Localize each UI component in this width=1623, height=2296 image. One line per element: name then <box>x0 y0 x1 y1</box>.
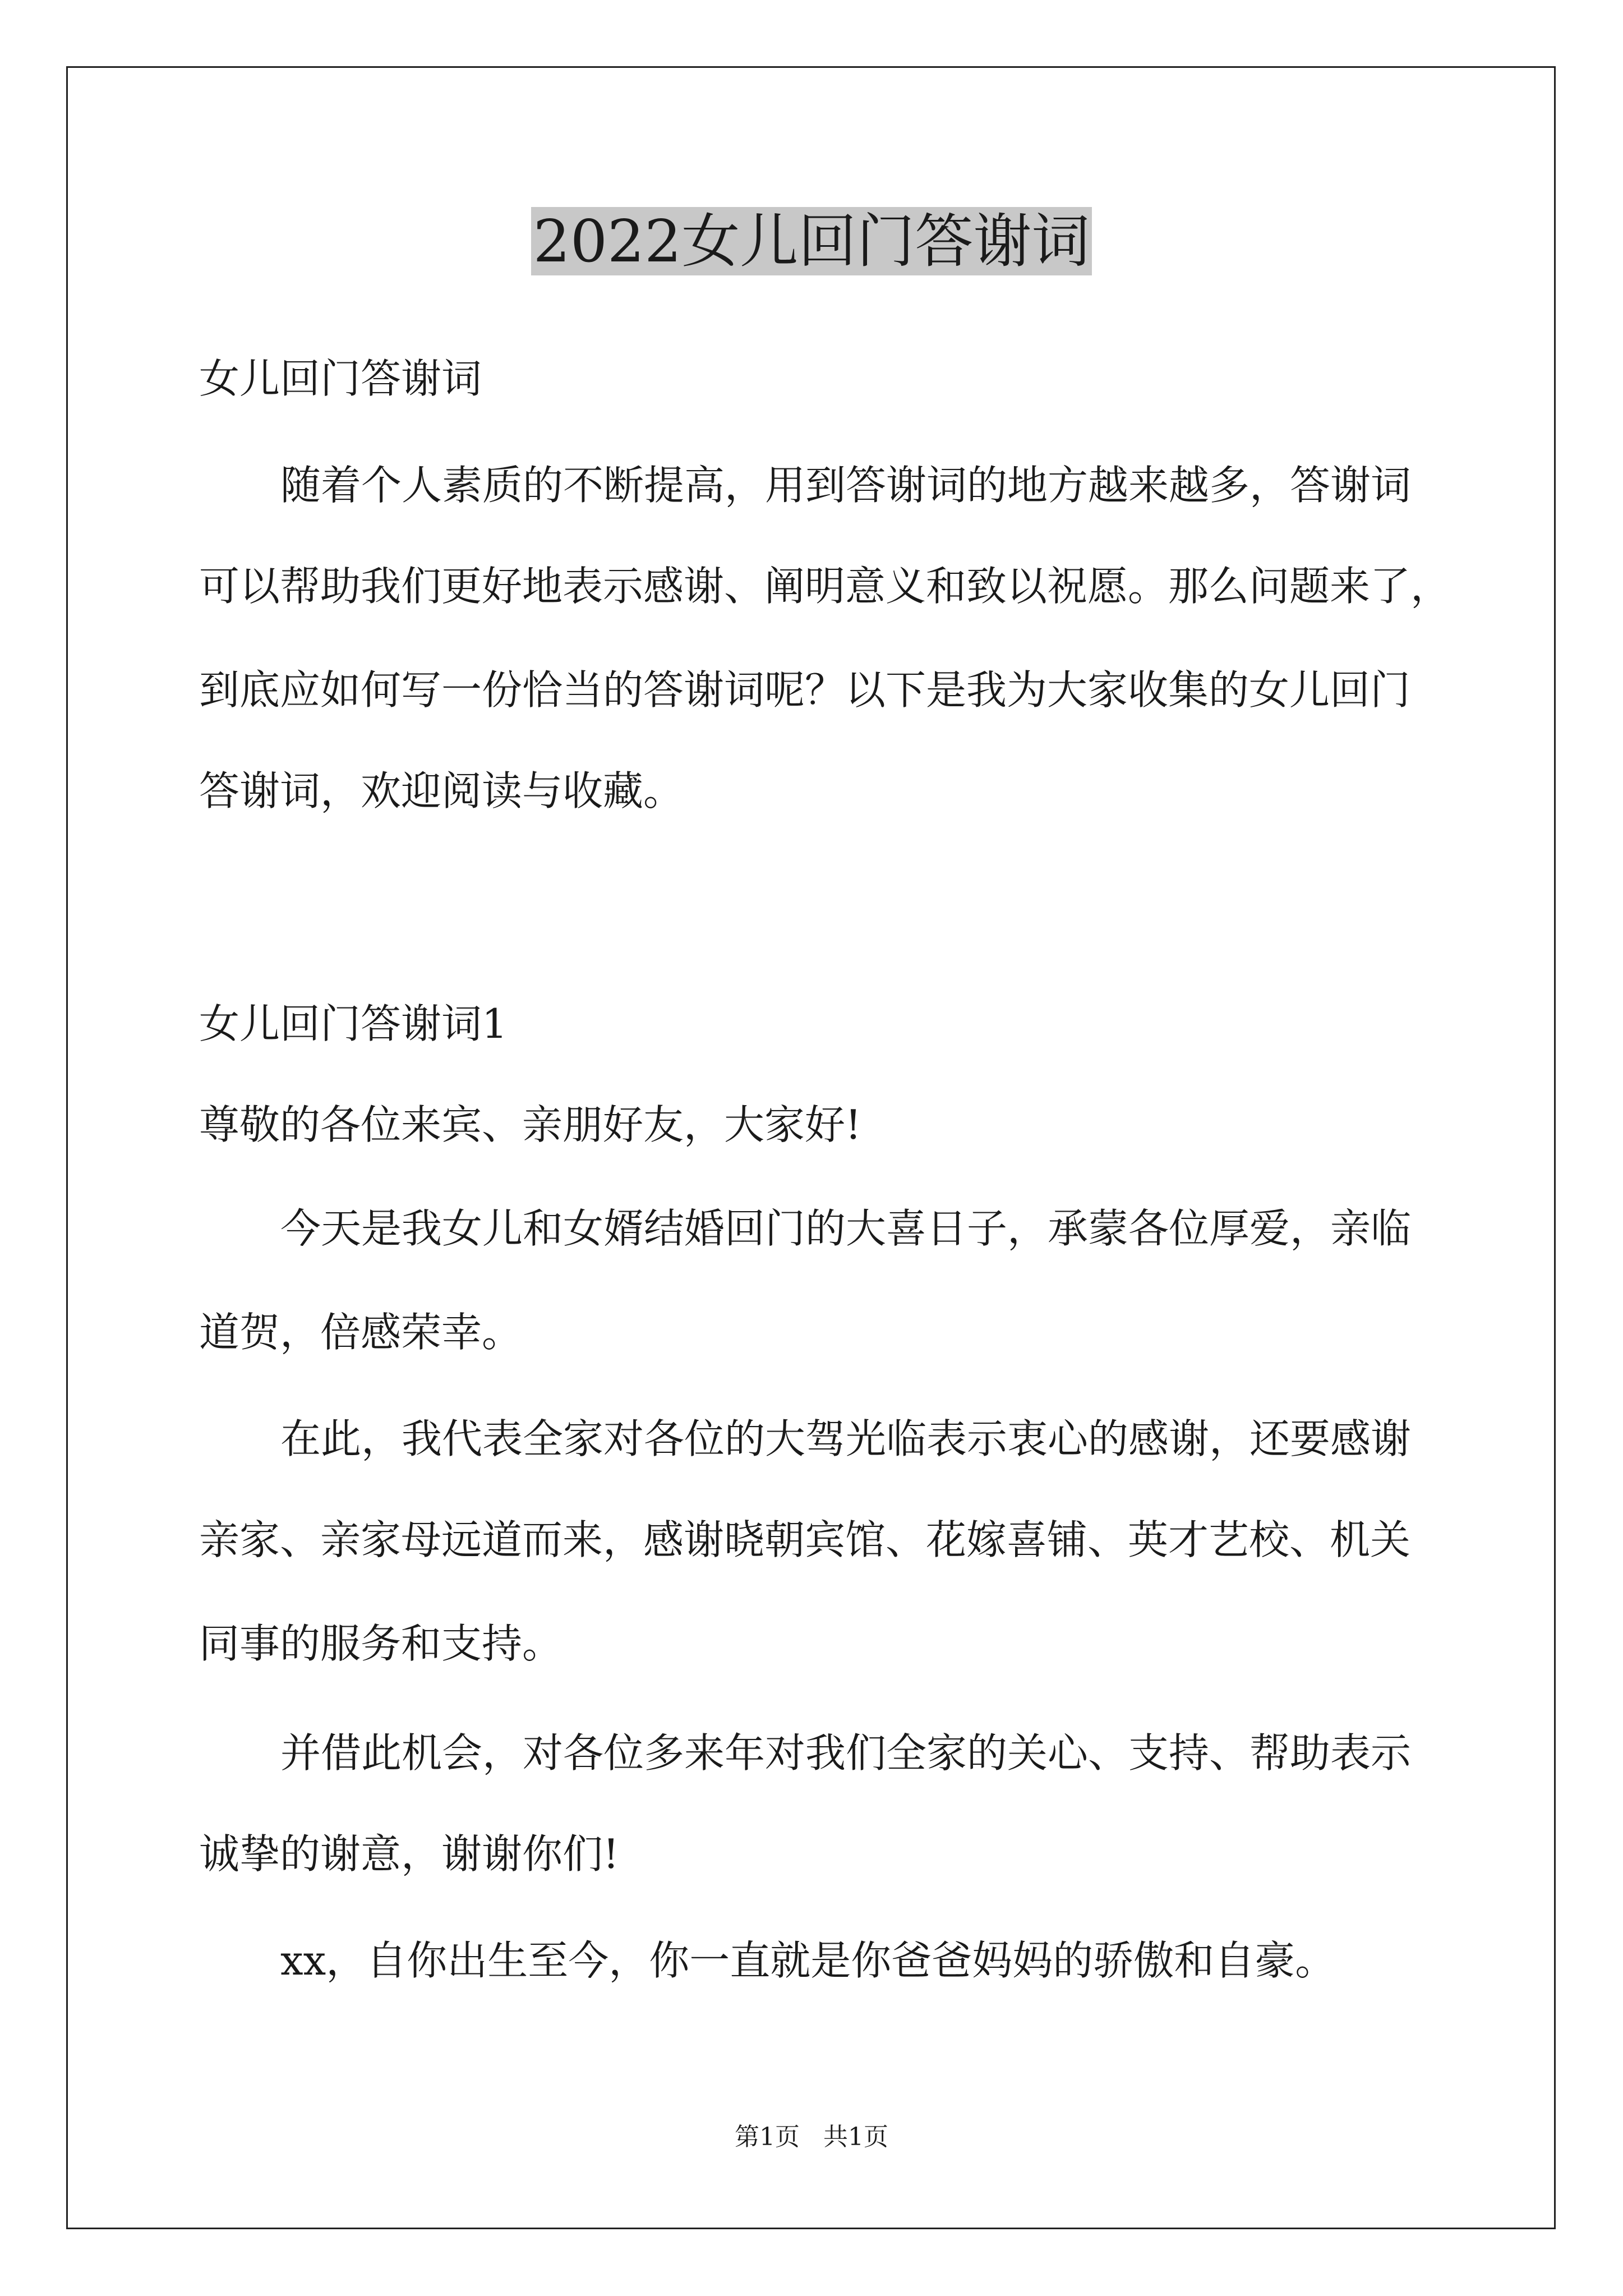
paragraph-line: 可以帮助我们更好地表示感谢、阐明意义和致以祝愿。那么问题来了， <box>199 563 1451 610</box>
paragraph-line: 到底应如何写一份恰当的答谢词呢？以下是我为大家收集的女儿回门 <box>199 666 1411 714</box>
document-title <box>0 202 1623 280</box>
page-footer <box>0 2120 1623 2154</box>
section-heading: 女儿回门答谢词1 <box>199 1000 508 1047</box>
paragraph-line: 在此，我代表全家对各位的大驾光临表示衷心的感谢，还要感谢 <box>280 1415 1412 1462</box>
paragraph-line: 同事的服务和支持。 <box>199 1620 563 1667</box>
page-number: 第1页 共1页 <box>735 2123 888 2151</box>
paragraph-line: 诚挚的谢意，谢谢你们! <box>199 1830 619 1878</box>
paragraph-line: 并借此机会，对各位多来年对我们全家的关心、支持、帮助表示 <box>280 1729 1412 1777</box>
paragraph-line: 道贺，倍感荣幸。 <box>199 1309 523 1356</box>
paragraph-line: 随着个人素质的不断提高，用到答谢词的地方越来越多，答谢词 <box>280 462 1412 509</box>
paragraph-line: 今天是我女儿和女婿结婚回门的大喜日子，承蒙各位厚爱，亲临 <box>280 1205 1412 1252</box>
document-title-text: 2022女儿回门答谢词 <box>531 207 1092 275</box>
section-heading: 女儿回门答谢词 <box>199 355 482 402</box>
salutation-line: 尊敬的各位来宾、亲朋好友，大家好! <box>199 1101 861 1148</box>
paragraph-line: 亲家、亲家母远道而来，感谢晓朝宾馆、花嫁喜铺、英才艺校、机关 <box>199 1516 1411 1563</box>
paragraph-line: 答谢词，欢迎阅读与收藏。 <box>199 767 684 815</box>
paragraph-line: xx，自你出生至今，你一直就是你爸爸妈妈的骄傲和自豪。 <box>280 1937 1336 1984</box>
